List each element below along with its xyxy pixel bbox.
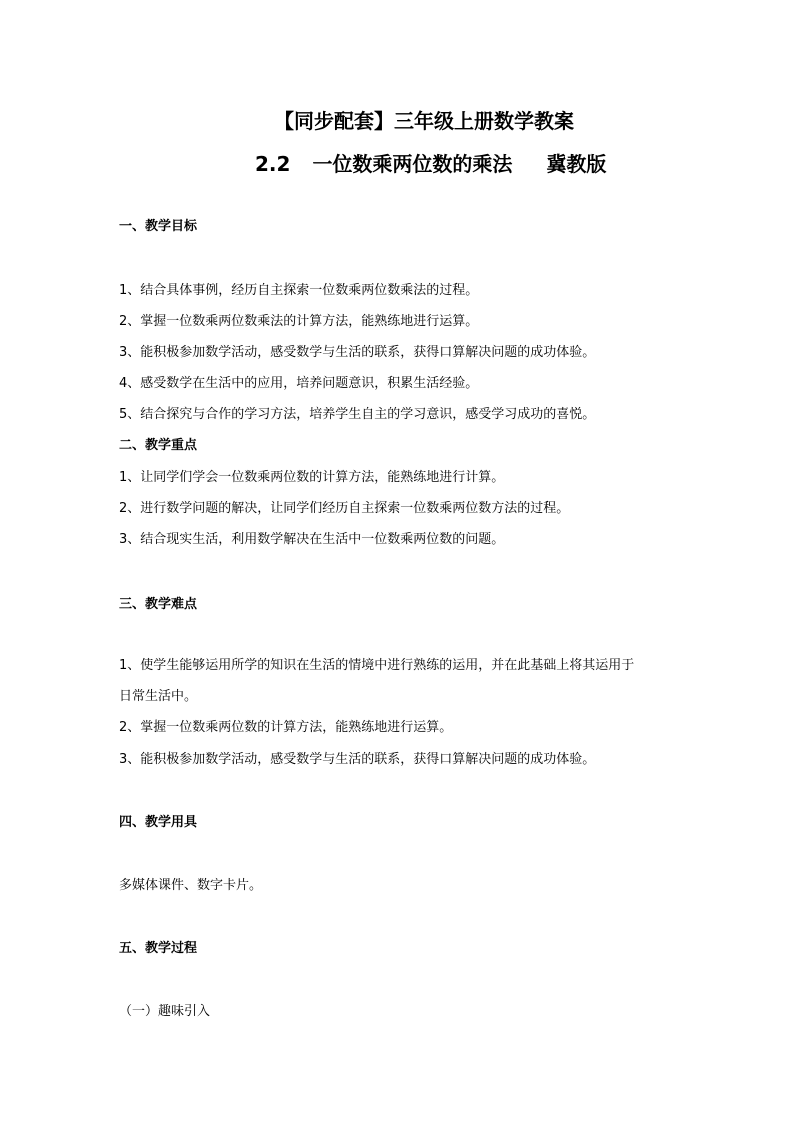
lesson-topic: 一位数乘两位数的乘法 <box>312 152 513 176</box>
objective-item: 2、掌握一位数乘两位数乘法的计算方法，能熟练地进行运算。 <box>119 314 479 329</box>
difficulty-item: 1、使学生能够运用所学的知识在生活的情境中进行熟练的运用，并在此基础上将其运用于 <box>119 658 635 673</box>
teaching-aids-content: 多媒体课件、数字卡片。 <box>119 878 263 893</box>
objective-item: 1、结合具体事例，经历自主探索一位数乘两位数乘法的过程。 <box>119 283 479 298</box>
lesson-number: 2.2 <box>255 152 291 176</box>
difficulty-item: 2、掌握一位数乘两位数的计算方法，能熟练地进行运算。 <box>119 720 453 735</box>
subsection-heading-intro: （一）趣味引入 <box>119 1004 211 1019</box>
section-heading-objectives: 一、教学目标 <box>119 219 198 234</box>
section-heading-key-points: 二、教学重点 <box>119 438 198 453</box>
key-point-item: 3、结合现实生活，利用数学解决在生活中一位数乘两位数的问题。 <box>119 532 505 547</box>
objective-item: 5、结合探究与合作的学习方法，培养学生自主的学习意识，感受学习成功的喜悦。 <box>119 407 596 422</box>
textbook-edition: 冀教版 <box>546 152 607 176</box>
objective-item: 3、能积极参加数学活动，感受数学与生活的联系，获得口算解决问题的成功体验。 <box>119 345 596 360</box>
key-point-item: 2、进行数学问题的解决，让同学们经历自主探索一位数乘两位数方法的过程。 <box>119 501 570 516</box>
section-heading-difficulties: 三、教学难点 <box>119 597 198 612</box>
difficulty-item: 3、能积极参加数学活动，感受数学与生活的联系，获得口算解决问题的成功体验。 <box>119 752 596 767</box>
key-point-item: 1、让同学们学会一位数乘两位数的计算方法，能熟练地进行计算。 <box>119 470 505 485</box>
document-subtitle <box>255 148 606 177</box>
document-title: 【同步配套】三年级上册数学教案 <box>274 109 574 133</box>
difficulty-item-continued: 日常生活中。 <box>119 689 198 704</box>
objective-item: 4、感受数学在生活中的应用，培养问题意识，积累生活经验。 <box>119 376 479 391</box>
section-heading-teaching-process: 五、教学过程 <box>119 941 198 956</box>
section-heading-teaching-aids: 四、教学用具 <box>119 815 198 830</box>
